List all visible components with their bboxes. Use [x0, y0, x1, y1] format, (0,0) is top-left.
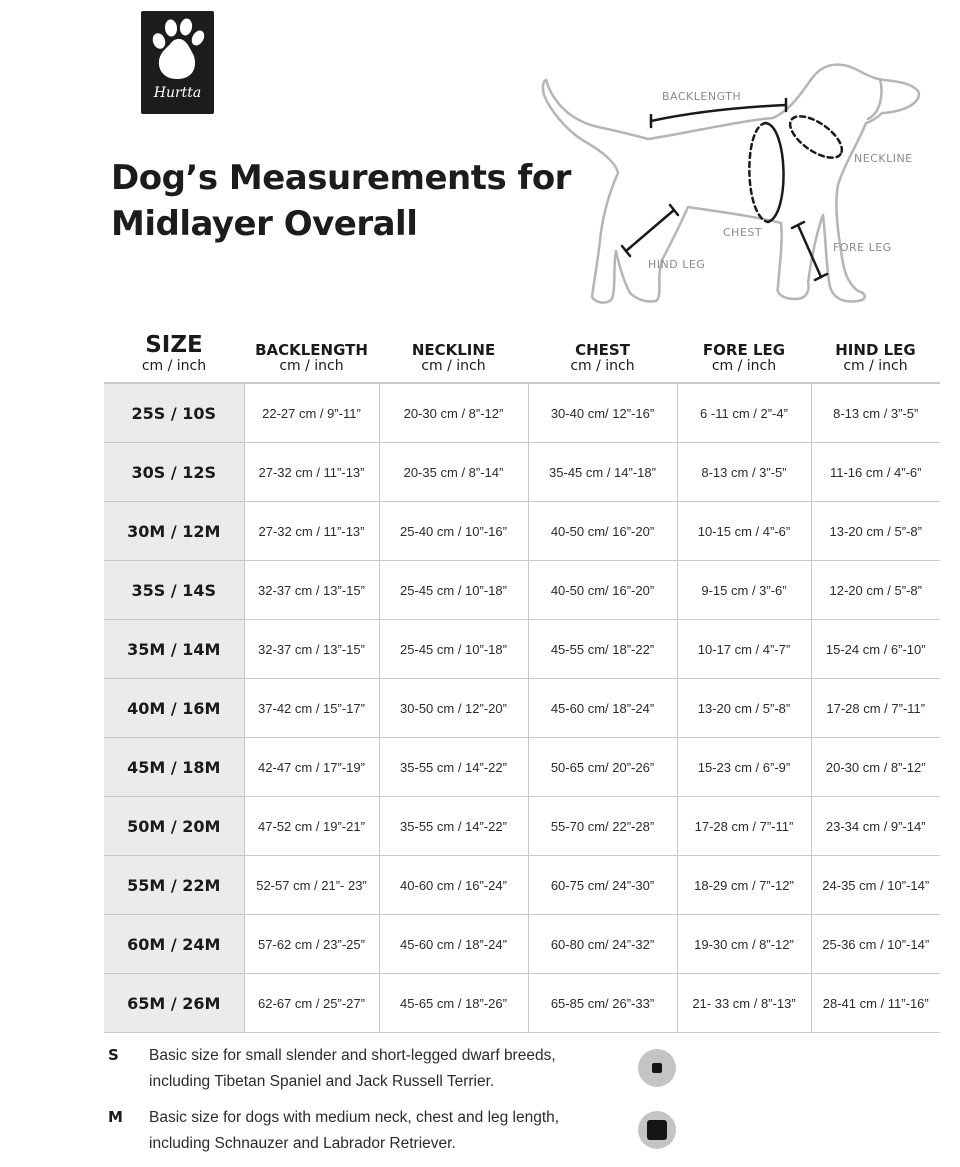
measurement-cell: 35-55 cm / 14”-22” — [379, 738, 528, 797]
small-square-badge-icon — [638, 1049, 676, 1087]
measurement-cell: 35-45 cm / 14”-18” — [528, 443, 677, 502]
measurement-cell: 11-16 cm / 4”-6” — [811, 443, 940, 502]
note-letter: M — [108, 1108, 123, 1126]
measurement-cell: 30-40 cm/ 12”-16” — [528, 383, 677, 443]
measurement-cell: 22-27 cm / 9”-11” — [244, 383, 379, 443]
table-row — [104, 797, 940, 856]
chest-label: CHEST — [723, 226, 763, 239]
backlength-label: BACKLENGTH — [662, 90, 742, 103]
note-line: Basic size for dogs with medium neck, chest and leg length, — [149, 1109, 560, 1126]
measurement-cell: 25-36 cm / 10”-14” — [811, 915, 940, 974]
header-size: SIZE cm / inch — [104, 332, 244, 383]
measurement-cell: 18-29 cm / 7”-12” — [677, 856, 811, 915]
measurement-cell: 57-62 cm / 23”-25” — [244, 915, 379, 974]
measurement-cell: 8-13 cm / 3”-5” — [677, 443, 811, 502]
note-line: including Schnauzer and Labrador Retriever. — [149, 1135, 456, 1152]
measurement-cell: 40-50 cm/ 16”-20” — [528, 502, 677, 561]
measurement-cell: 45-55 cm/ 18”-22” — [528, 620, 677, 679]
header-backlength: BACKLENGTH cm / inch — [244, 332, 379, 383]
measurement-cell: 32-37 cm / 13”-15” — [244, 561, 379, 620]
table-row — [104, 915, 940, 974]
measurement-cell: 10-17 cm / 4”-7” — [677, 620, 811, 679]
size-cell: 45M / 18M — [104, 738, 244, 797]
size-cell: 50M / 20M — [104, 797, 244, 856]
measurement-cell: 9-15 cm / 3”-6” — [677, 561, 811, 620]
measurement-cell: 10-15 cm / 4”-6” — [677, 502, 811, 561]
page-title — [111, 155, 571, 247]
size-cell: 25S / 10S — [104, 383, 244, 443]
measurement-cell: 17-28 cm / 7”-11” — [677, 797, 811, 856]
table-header-row — [104, 332, 940, 383]
measurement-cell: 6 -11 cm / 2”-4” — [677, 383, 811, 443]
table-row — [104, 383, 940, 443]
table-body — [104, 383, 940, 1033]
measurement-cell: 52-57 cm / 21”- 23” — [244, 856, 379, 915]
measurement-cell: 45-60 cm/ 18”-24” — [528, 679, 677, 738]
title-line-2: Midlayer Overall — [111, 204, 418, 244]
measurement-cell: 15-23 cm / 6”-9” — [677, 738, 811, 797]
size-cell: 35M / 14M — [104, 620, 244, 679]
fore-leg-label: FORE LEG — [833, 241, 892, 254]
header-fore-leg: FORE LEG cm / inch — [677, 332, 811, 383]
measurement-cell: 24-35 cm / 10”-14” — [811, 856, 940, 915]
measure-lines — [622, 99, 849, 280]
measurement-cell: 65-85 cm/ 26”-33” — [528, 974, 677, 1033]
measurement-cell: 47-52 cm / 19”-21” — [244, 797, 379, 856]
note-text — [149, 1043, 649, 1095]
note-text — [149, 1105, 649, 1157]
size-cell: 30M / 12M — [104, 502, 244, 561]
measurement-cell: 20-30 cm / 8”-12” — [811, 738, 940, 797]
size-cell: 65M / 26M — [104, 974, 244, 1033]
size-cell: 60M / 24M — [104, 915, 244, 974]
measurement-cell: 45-60 cm / 18”-24” — [379, 915, 528, 974]
dog-measurement-diagram — [538, 55, 928, 310]
measurement-cell: 27-32 cm / 11”-13” — [244, 443, 379, 502]
measurement-cell: 27-32 cm / 11”-13” — [244, 502, 379, 561]
measurement-cell: 15-24 cm / 6”-10” — [811, 620, 940, 679]
measurement-cell: 13-20 cm / 5”-8” — [677, 679, 811, 738]
measurement-cell: 25-40 cm / 10”-16” — [379, 502, 528, 561]
size-cell: 55M / 22M — [104, 856, 244, 915]
note-medium — [108, 1105, 708, 1167]
table-row — [104, 856, 940, 915]
medium-square-badge-icon — [638, 1111, 676, 1149]
measurement-cell: 13-20 cm / 5”-8” — [811, 502, 940, 561]
table-row — [104, 443, 940, 502]
table-row — [104, 620, 940, 679]
measurement-cell: 35-55 cm / 14”-22” — [379, 797, 528, 856]
table-row — [104, 679, 940, 738]
measurement-cell: 17-28 cm / 7”-11” — [811, 679, 940, 738]
hind-leg-line — [626, 210, 674, 251]
size-notes — [108, 1043, 708, 1167]
measurement-cell: 25-45 cm / 10”-18” — [379, 561, 528, 620]
neckline-label: NECKLINE — [854, 152, 913, 165]
size-cell: 30S / 12S — [104, 443, 244, 502]
measurement-cell: 21- 33 cm / 8”-13” — [677, 974, 811, 1033]
header-chest: CHEST cm / inch — [528, 332, 677, 383]
measurement-cell: 30-50 cm / 12”-20” — [379, 679, 528, 738]
note-line: including Tibetan Spaniel and Jack Russell Terrier. — [149, 1073, 495, 1090]
table-row — [104, 502, 940, 561]
measurement-cell: 55-70 cm/ 22”-28” — [528, 797, 677, 856]
note-letter: S — [108, 1046, 119, 1064]
measurement-cell: 19-30 cm / 8”-12” — [677, 915, 811, 974]
neckline-ring — [783, 108, 848, 165]
measurement-cell: 37-42 cm / 15”-17” — [244, 679, 379, 738]
measurement-cell: 60-75 cm/ 24”-30” — [528, 856, 677, 915]
table-row — [104, 738, 940, 797]
measurement-cell: 20-35 cm / 8”-14” — [379, 443, 528, 502]
measurement-cell: 28-41 cm / 11”-16” — [811, 974, 940, 1033]
measurement-cell: 20-30 cm / 8”-12” — [379, 383, 528, 443]
measurement-cell: 25-45 cm / 10”-18” — [379, 620, 528, 679]
size-table — [104, 332, 940, 1033]
measurement-cell: 40-60 cm / 16”-24” — [379, 856, 528, 915]
table-row — [104, 974, 940, 1033]
chest-ring — [766, 123, 784, 222]
hind-leg-label: HIND LEG — [648, 258, 706, 271]
measurement-cell: 12-20 cm / 5”-8” — [811, 561, 940, 620]
measurement-cell: 40-50 cm/ 16”-20” — [528, 561, 677, 620]
header-neckline: NECKLINE cm / inch — [379, 332, 528, 383]
measurement-cell: 60-80 cm/ 24”-32” — [528, 915, 677, 974]
measurement-cell: 62-67 cm / 25”-27” — [244, 974, 379, 1033]
size-cell: 40M / 16M — [104, 679, 244, 738]
note-line: Basic size for small slender and short-legged dwarf breeds, — [149, 1047, 556, 1064]
note-small — [108, 1043, 708, 1105]
measurement-cell: 23-34 cm / 9”-14” — [811, 797, 940, 856]
logo-text: Hurtta — [153, 85, 202, 101]
size-cell: 35S / 14S — [104, 561, 244, 620]
table-row — [104, 561, 940, 620]
measurement-cell: 42-47 cm / 17”-19” — [244, 738, 379, 797]
header-hind-leg: HIND LEG cm / inch — [811, 332, 940, 383]
measurement-cell: 8-13 cm / 3”-5” — [811, 383, 940, 443]
measurement-cell: 50-65 cm/ 20”-26” — [528, 738, 677, 797]
title-line-1: Dog’s Measurements for — [111, 158, 571, 198]
hurtta-logo — [141, 11, 214, 114]
measurement-cell: 45-65 cm / 18”-26” — [379, 974, 528, 1033]
measurement-cell: 32-37 cm / 13”-15” — [244, 620, 379, 679]
